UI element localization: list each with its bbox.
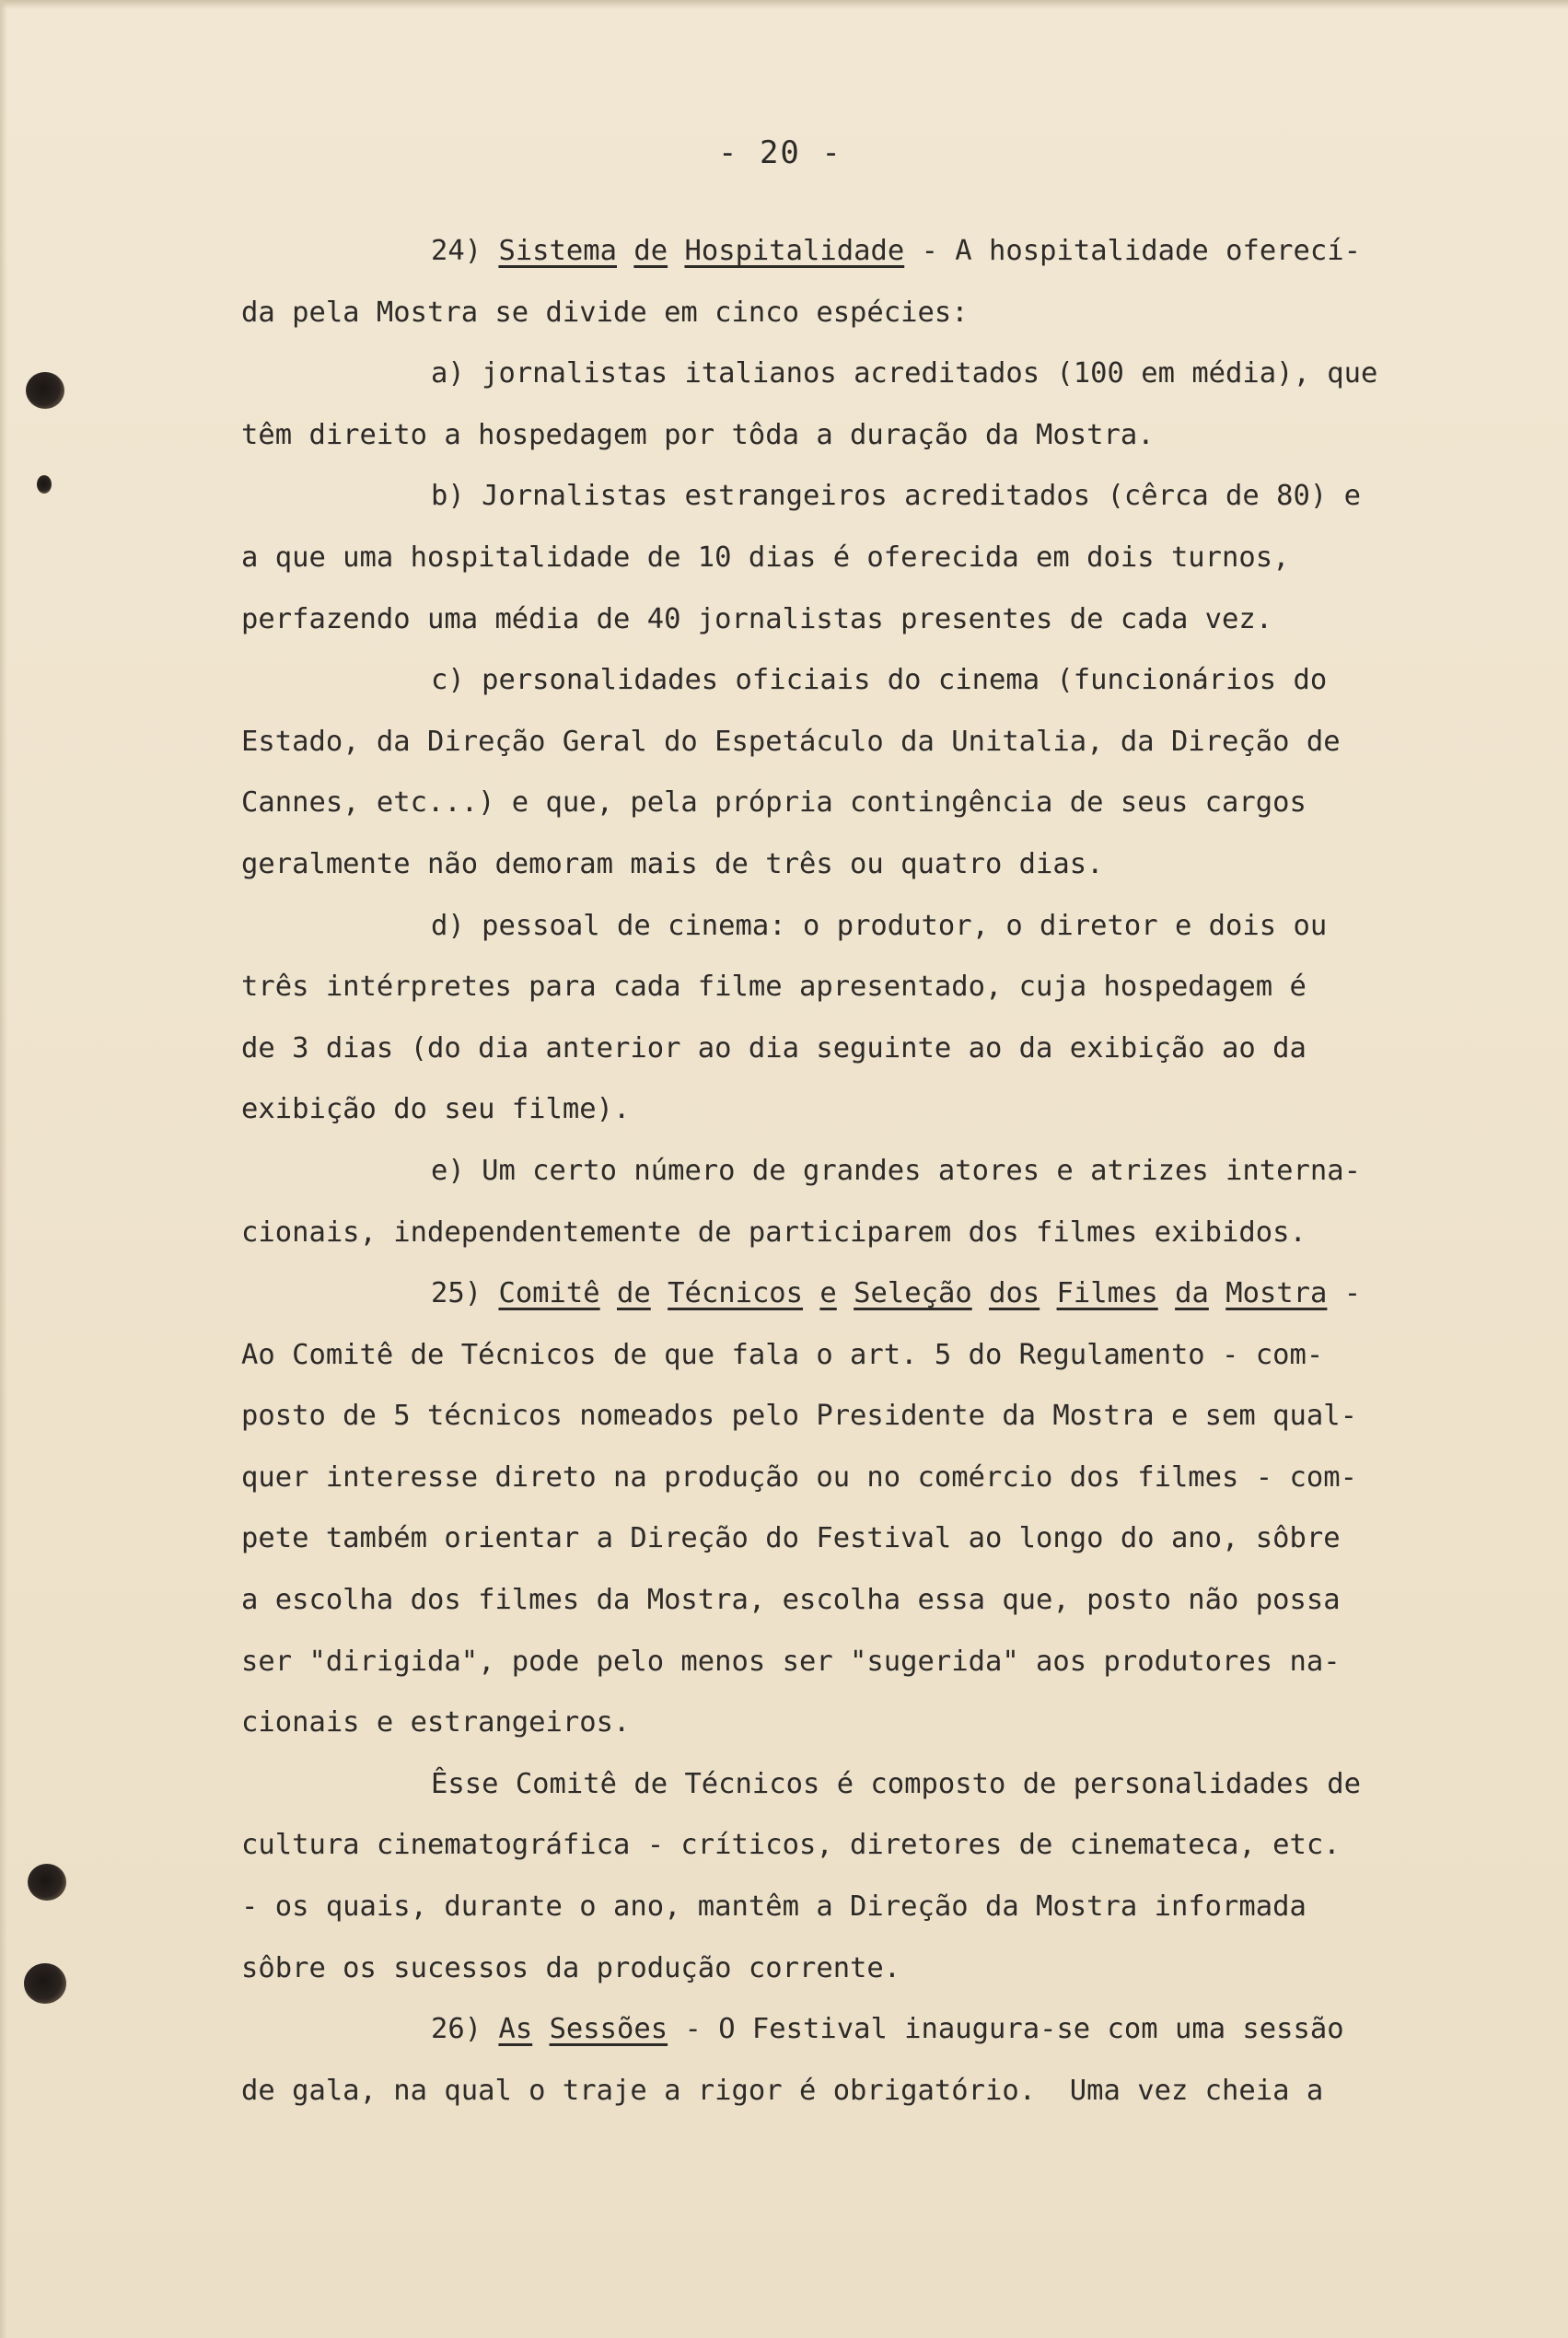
paper-left-edge (0, 0, 7, 2338)
text-segment (651, 1277, 668, 1309)
text-segment: têm direito a hospedagem por tôda a duração da Mostra. (241, 418, 1155, 451)
underlined-heading-word: Filmes (1056, 1277, 1158, 1310)
document-body (241, 221, 1457, 2122)
text-line (241, 1203, 1457, 1264)
punch-hole-4 (24, 1963, 66, 2004)
text-segment: Estado, da Direção Geral do Espetáculo da Unitalia, da Direção de (241, 725, 1341, 758)
underlined-heading-word: Hospitalidade (684, 235, 905, 267)
text-segment: - os quais, durante o ano, mantêm a Direção da Mostra informada (241, 1890, 1307, 1924)
text-segment: 25) (431, 1277, 499, 1310)
text-segment: c) personalidades oficiais do cinema (funcionários do (431, 664, 1328, 697)
text-segment: - (1327, 1277, 1362, 1310)
underlined-heading-word: e (819, 1277, 837, 1310)
text-segment: Êsse Comitê de Técnicos é composto de personalidades de (431, 1767, 1361, 1800)
text-segment: e) Um certo número de grandes atores e atrizes interna- (431, 1154, 1361, 1187)
text-line (241, 1754, 1457, 1816)
underlined-heading-word: Seleção (854, 1277, 972, 1310)
text-segment: - O Festival inaugura-se com uma sessão (668, 2013, 1344, 2046)
text-line (241, 896, 1457, 958)
text-line (241, 1632, 1457, 1693)
text-line (241, 221, 1457, 283)
text-segment: a) jornalistas italianos acreditados (100 em média), que (431, 357, 1378, 390)
text-segment: cionais, independentemente de participarem dos filmes exibidos. (241, 1216, 1307, 1249)
text-segment: pete também orientar a Direção do Festival ao longo do ano, sôbre (241, 1522, 1341, 1555)
text-segment: a escolha dos filmes da Mostra, escolha essa que, posto não possa (241, 1584, 1341, 1617)
underlined-heading-word: da (1175, 1277, 1209, 1310)
underlined-heading-word: Comitê (498, 1277, 600, 1310)
text-line (241, 1079, 1457, 1141)
text-segment: geralmente não demoram mais de três ou quatro dias. (241, 847, 1104, 880)
text-segment (668, 235, 684, 267)
underlined-heading-word: Mostra (1225, 1277, 1328, 1310)
text-segment (1158, 1277, 1175, 1309)
text-segment: Ao Comitê de Técnicos de que fala o art. 5 do Regulamento - com- (241, 1338, 1324, 1371)
underlined-heading-word: Técnicos (668, 1277, 804, 1310)
text-segment: 26) (431, 2013, 499, 2046)
text-segment (803, 1277, 819, 1309)
text-segment: de 3 dias (do dia anterior ao dia seguinte ao da exibição ao da (241, 1031, 1307, 1064)
text-line (241, 283, 1457, 344)
text-line (241, 957, 1457, 1018)
text-segment: b) Jornalistas estrangeiros acreditados (cêrca de 80) e (431, 480, 1361, 513)
text-segment: - A hospitalidade oferecí- (904, 235, 1361, 267)
text-line (241, 1877, 1457, 1938)
page-number: - 20 - (718, 134, 842, 171)
text-line (241, 1570, 1457, 1632)
text-segment: perfazendo uma média de 40 jornalistas presentes de cada vez. (241, 602, 1273, 635)
underlined-heading-word: Sessões (549, 2013, 668, 2046)
text-line (241, 773, 1457, 834)
text-line (241, 1938, 1457, 2000)
text-segment (972, 1277, 989, 1309)
paper-top-edge (0, 0, 1568, 9)
text-line (241, 712, 1457, 774)
text-line (241, 1386, 1457, 1448)
text-line (241, 650, 1457, 712)
text-segment (617, 235, 633, 267)
text-line (241, 1141, 1457, 1203)
text-segment: da pela Mostra se divide em cinco espécies: (241, 296, 969, 329)
text-line (241, 589, 1457, 651)
text-line (241, 1692, 1457, 1754)
text-segment: de gala, na qual o traje a rigor é obrigatório. Uma vez cheia a (241, 2074, 1324, 2107)
underlined-heading-word: As (498, 2013, 533, 2046)
text-segment: cultura cinematográfica - críticos, diretores de cinemateca, etc. (241, 1829, 1341, 1862)
text-segment: cionais e estrangeiros. (241, 1706, 631, 1739)
text-line (241, 1263, 1457, 1325)
text-segment: sôbre os sucessos da produção corrente. (241, 1951, 901, 1984)
text-segment: quer interesse direto na produção ou no comércio dos filmes - com- (241, 1460, 1357, 1494)
text-line (241, 2061, 1457, 2123)
text-line (241, 1508, 1457, 1570)
text-line (241, 1018, 1457, 1080)
text-line (241, 528, 1457, 589)
text-segment: a que uma hospitalidade de 10 dias é oferecida em dois turnos, (241, 541, 1290, 574)
text-line (241, 1448, 1457, 1509)
underlined-heading-word: de (617, 1277, 651, 1310)
text-line (241, 405, 1457, 467)
text-line (241, 343, 1457, 405)
text-line (241, 834, 1457, 896)
underlined-heading-word: dos (989, 1277, 1040, 1310)
text-segment: três intérpretes para cada filme apresentado, cuja hospedagem é (241, 971, 1307, 1004)
punch-hole-2 (37, 475, 52, 494)
text-segment (600, 1277, 617, 1309)
text-segment: posto de 5 técnicos nomeados pelo Presidente da Mostra e sem qual- (241, 1400, 1357, 1433)
text-segment: d) pessoal de cinema: o produtor, o diretor e dois ou (431, 909, 1328, 942)
underlined-heading-word: de (633, 235, 668, 267)
punch-hole-3 (28, 1864, 66, 1901)
punch-hole-1 (26, 372, 64, 409)
text-segment (1209, 1277, 1225, 1309)
text-segment (837, 1277, 854, 1309)
text-line (241, 1325, 1457, 1387)
text-segment: Cannes, etc...) e que, pela própria contingência de seus cargos (241, 786, 1307, 820)
text-segment: 24) (431, 235, 499, 267)
text-segment: ser "dirigida", pode pelo menos ser "sugerida" aos produtores na- (241, 1645, 1341, 1678)
text-segment (532, 2013, 549, 2045)
text-line (241, 1815, 1457, 1877)
text-line (241, 1999, 1457, 2061)
underlined-heading-word: Sistema (498, 235, 617, 267)
text-line (241, 466, 1457, 528)
text-segment: exibição do seu filme). (241, 1093, 631, 1126)
text-segment (1040, 1277, 1056, 1309)
